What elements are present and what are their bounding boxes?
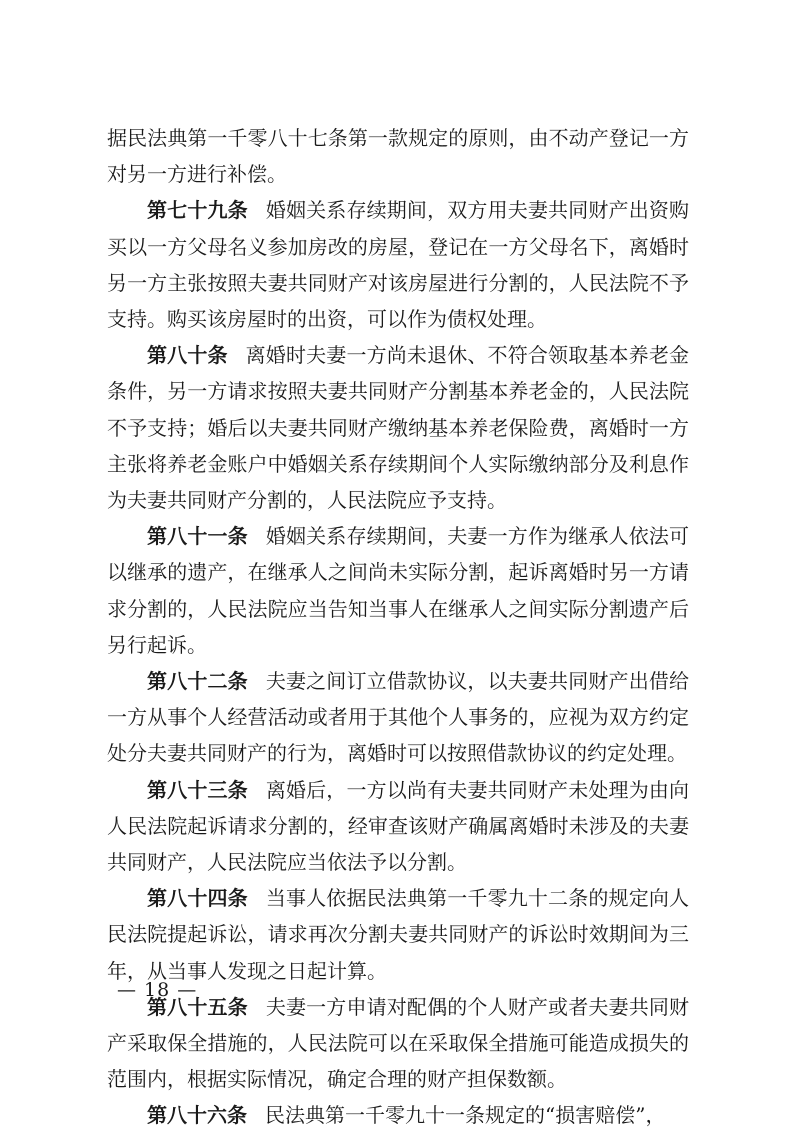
article-text: 当事人依据民法典第一千零九十二条的规定向人民法院提起诉讼，请求再次分割夫妻共同财产的诉讼时效期间为三年，从当事人发现之日起计算。: [107, 886, 690, 983]
article-number: 第八十二条: [147, 669, 248, 694]
article-80: [107, 337, 689, 518]
article-85: [107, 989, 689, 1098]
article-text: 夫妻之间订立借款协议，以夫妻共同财产出借给一方从事个人经营活动或者用于其他个人事务的，应视为双方约定处分夫妻共同财产的行为，离婚时可以按照借款协议的约定处理。: [107, 669, 690, 766]
article-82: [107, 663, 689, 772]
paragraph-continuation: [107, 120, 689, 192]
page-number: — 18 —: [117, 979, 198, 1001]
article-79: [107, 192, 689, 337]
article-number: 第七十九条: [147, 198, 248, 223]
article-text: 婚姻关系存续期间，夫妻一方作为继承人依法可以继承的遗产，在继承人之间尚未实际分割，起诉离婚时另一方请求分割的，人民法院应当告知当事人在继承人之间实际分割遗产后另行起诉。: [107, 524, 690, 657]
article-84: [107, 880, 689, 989]
paragraph-text: 据民法典第一千零八十七条第一款规定的原则，由不动产登记一方对另一方进行补偿。: [107, 126, 689, 187]
article-number: 第八十六条: [147, 1103, 247, 1128]
article-number: 第八十三条: [147, 777, 248, 802]
article-number: 第八十五条: [147, 994, 248, 1019]
article-83: [107, 772, 689, 881]
article-text: 民法典第一千零九十一条规定的“损害赔偿”，: [265, 1103, 666, 1128]
article-81: [107, 518, 689, 663]
article-text: 离婚后，一方以尚有夫妻共同财产未处理为由向人民法院起诉请求分割的，经审查该财产确属离婚时未涉及的夫妻共同财产，人民法院应当依法予以分割。: [107, 777, 690, 875]
article-text: 夫妻一方申请对配偶的个人财产或者夫妻共同财产采取保全措施的，人民法院可以在采取保全措施可能造成损失的范围内，根据实际情况，确定合理的财产担保数额。: [107, 994, 690, 1092]
article-text: 离婚时夫妻一方尚未退休、不符合领取基本养老金条件，另一方请求按照夫妻共同财产分割基本养老金的，人民法院不予支持；婚后以夫妻共同财产缴纳基本养老保险费，离婚时一方主张将养老金账户中婚姻关系存续期间个人实际缴纳部分及利息作为夫妻共同财产分割的，人民法院应予支持。: [107, 343, 690, 513]
article-86: [107, 1097, 689, 1133]
article-number: 第八十条: [147, 343, 228, 368]
article-text: 婚姻关系存续期间，双方用夫妻共同财产出资购买以一方父母名义参加房改的房屋，登记在一方父母名下，离婚时另一方主张按照夫妻共同财产对该房屋进行分割的，人民法院不予支持。购买该房屋时的出资，可以作为债权处理。: [107, 198, 690, 332]
article-number: 第八十一条: [147, 524, 248, 549]
article-number: 第八十四条: [147, 886, 248, 911]
